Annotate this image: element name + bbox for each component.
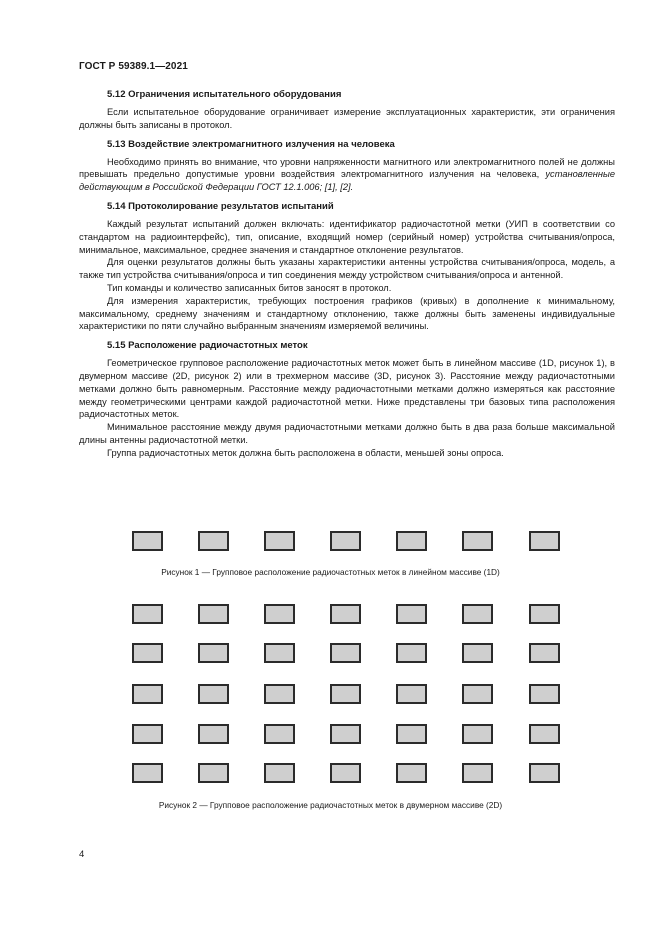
section-5-15-paragraph-1: Геометрическое групповое расположение радиочастотных меток может быть в линейном массиве (1D, рисунок 1), в двумерном массиве (2D, рисунок 2) или в трехмерном массиве (3D, рисунок 3). Расстояние между радиочастотными метками должно быть равномерным. Расстояние между радиочастотными метками должно измеряться как расстояние между геометрическими центрами каждой радиочастотной метки. Ниже представлены три базовых типа расположения радиочастотных меток. (79, 358, 615, 420)
tag-2d-r2-c6 (462, 643, 493, 663)
tag-1d-6 (462, 531, 493, 551)
section-5-14-paragraph-2: Для оценки результатов должны быть указаны характеристики антенны устройства считывания/опроса, модель, а также тип устройства считывания/опроса и тип соединения между устройством считывания/опроса и антенной. (79, 257, 615, 281)
section-5-14-paragraph-1: Каждый результат испытаний должен включать: идентификатор радиочастотной метки (УИП в соответствии со стандартом на радиоинтерфейс), тип, описание, входящий номер (серийный номер) устройства считывания/опроса, минимальное, максимальное, среднее значения и стандартное отклонение результатов. (79, 218, 615, 255)
tag-2d-r2-c5 (396, 643, 427, 663)
document-code-header: ГОСТ Р 59389.1—2021 (79, 61, 188, 72)
tag-2d-r3-c5 (396, 684, 427, 704)
section-5-14-paragraph-4: Для измерения характеристик, требующих построения графиков (кривых) в дополнение к минимальному, максимальному, среднему значениям и стандартному отклонению, также должны быть заменены индивидуальные характеристики по пяти случайно выбранным значениям измеряемой величины. (79, 295, 615, 332)
tag-2d-r4-c3 (264, 724, 295, 744)
section-5-14-paragraph-3: Тип команды и количество записанных битов заносят в протокол. (107, 282, 392, 293)
tag-2d-r5-c3 (264, 763, 295, 783)
tag-2d-r3-c3 (264, 684, 295, 704)
tag-2d-r1-c1 (132, 604, 163, 624)
tag-2d-r4-c7 (529, 724, 560, 744)
tag-1d-4 (330, 531, 361, 551)
section-5-13-paragraph (79, 156, 615, 194)
figure-2-2d-array (0, 0, 661, 1)
tag-2d-r4-c5 (396, 724, 427, 744)
section-5-15-paragraph-2: Минимальное расстояние между двумя радиочастотными метками должно быть в два раза больше максимальной длины антенны радиочастотной метки. (79, 422, 615, 445)
tag-2d-r5-c7 (529, 763, 560, 783)
tag-2d-r1-c6 (462, 604, 493, 624)
section-5-13-heading: 5.13 Воздействие электромагнитного излучения на человека (107, 138, 395, 150)
main-text (79, 88, 615, 460)
section-5-15-heading: 5.15 Расположение радиочастотных меток (107, 340, 308, 352)
tag-2d-r5-c5 (396, 763, 427, 783)
tag-2d-r1-c7 (529, 604, 560, 624)
tag-2d-r3-c2 (198, 684, 229, 704)
tag-1d-7 (529, 531, 560, 551)
tag-2d-r1-c3 (264, 604, 295, 624)
tag-2d-r4-c2 (198, 724, 229, 744)
tag-2d-r2-c7 (529, 643, 560, 663)
tag-2d-r3-c7 (529, 684, 560, 704)
section-5-12-heading: 5.12 Ограничения испытательного оборудования (107, 89, 342, 100)
tag-2d-r2-c1 (132, 643, 163, 663)
page-number: 4 (79, 849, 85, 860)
section-5-15-paragraph-3: Группа радиочастотных меток должна быть расположена в области, меньшей зоны опроса. (107, 447, 504, 458)
tag-2d-r2-c2 (198, 643, 229, 663)
tag-2d-r1-c2 (198, 604, 229, 624)
tag-2d-r2-c3 (264, 643, 295, 663)
tag-1d-3 (264, 531, 295, 551)
tag-2d-r5-c4 (330, 763, 361, 783)
tag-2d-r3-c6 (462, 684, 493, 704)
tag-1d-5 (396, 531, 427, 551)
tag-2d-r5-c1 (132, 763, 163, 783)
tag-2d-r5-c6 (462, 763, 493, 783)
section-5-14-heading: 5.14 Протоколирование результатов испытаний (107, 200, 334, 212)
tag-2d-r5-c2 (198, 763, 229, 783)
tag-2d-r1-c4 (330, 604, 361, 624)
tag-2d-r4-c4 (330, 724, 361, 744)
tag-2d-r3-c4 (330, 684, 361, 704)
tag-1d-2 (198, 531, 229, 551)
tag-1d-1 (132, 531, 163, 551)
tag-2d-r4-c1 (132, 724, 163, 744)
tag-2d-r2-c4 (330, 643, 361, 663)
figure-2-caption: Рисунок 2 — Групповое расположение радиочастотных меток в двумерном массиве (2D) (158, 800, 503, 810)
section-5-13-text: Необходимо принять во внимание, что уровни напряженности магнитного или электромагнитного полей не должны превышать предельно допустимые уровни воздействия электромагнитного излучения на человека, (79, 156, 615, 180)
tag-2d-r3-c1 (132, 684, 163, 704)
tag-2d-r4-c6 (462, 724, 493, 744)
section-5-12-paragraph: Если испытательное оборудование ограничивает измерение эксплуатационных характеристик, эти ограничения должны быть записаны в протокол. (79, 107, 615, 130)
tag-2d-r1-c5 (396, 604, 427, 624)
section-5-13-reference: установленные действующим в Российской Федерации ГОСТ 12.1.006; [1], [2]. (79, 169, 615, 193)
figure-1-caption: Рисунок 1 — Групповое расположение радиочастотных меток в линейном массиве (1D) (161, 567, 500, 577)
